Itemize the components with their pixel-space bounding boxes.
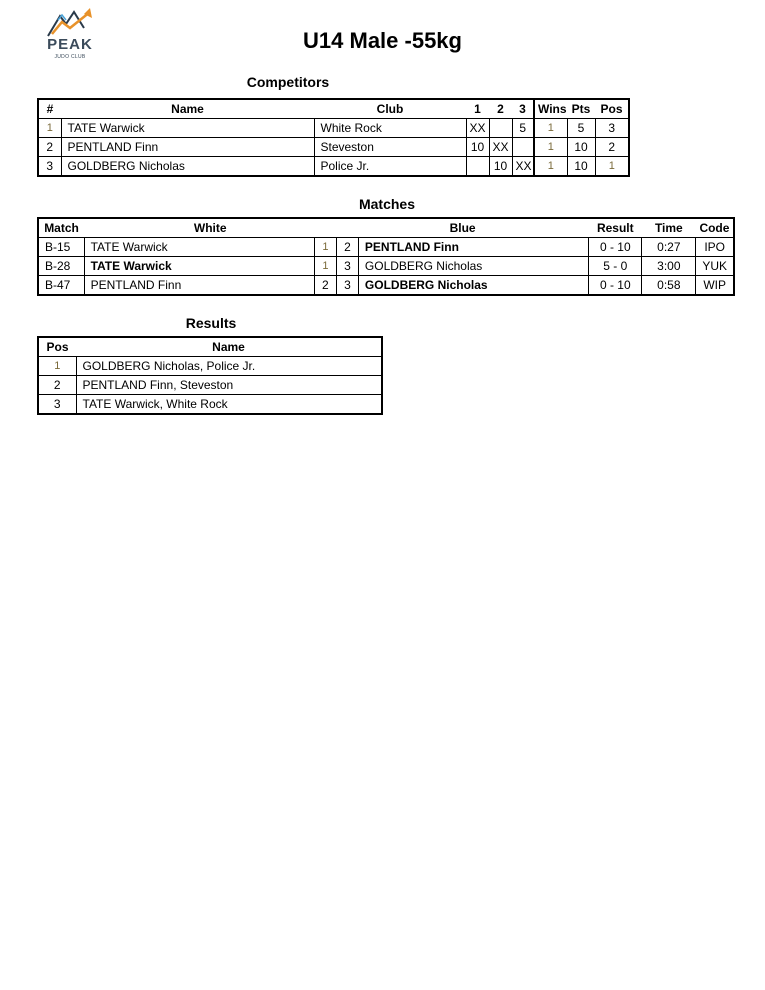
matches-table	[37, 217, 735, 296]
page-title: U14 Male -55kg	[303, 28, 462, 53]
match-blue-num: 3	[336, 276, 358, 296]
match-blue-num: 2	[336, 238, 358, 257]
competitor-r1	[466, 157, 489, 177]
result-pos: 1	[38, 357, 76, 376]
match-code: IPO	[696, 238, 734, 257]
match-result: 0 - 10	[589, 238, 642, 257]
competitor-club: Steveston	[314, 138, 466, 157]
result-pos: 2	[38, 376, 76, 395]
col-round-1: 1	[466, 99, 489, 119]
table-row	[38, 138, 629, 157]
competitor-r1: 10	[466, 138, 489, 157]
match-code: WIP	[696, 276, 734, 296]
logo-subtitle: JUDO CLUB	[54, 54, 86, 60]
competitor-name: GOLDBERG Nicholas	[61, 157, 314, 177]
competitor-pts: 5	[567, 119, 595, 138]
col-pos: Pos	[38, 337, 76, 357]
table-row	[38, 257, 734, 276]
results-header-row	[38, 337, 382, 357]
match-white-num: 1	[314, 238, 336, 257]
competitor-r2	[489, 119, 512, 138]
col-code: Code	[696, 218, 734, 238]
table-row	[38, 238, 734, 257]
competitor-num: 2	[38, 138, 61, 157]
col-match: Match	[38, 218, 84, 238]
competitor-wins: 1	[534, 138, 567, 157]
matches-title: Matches	[358, 196, 416, 212]
match-white: PENTLAND Finn	[84, 276, 314, 296]
result-name: TATE Warwick, White Rock	[76, 395, 382, 415]
match-white: TATE Warwick	[84, 257, 314, 276]
competitor-r2: XX	[489, 138, 512, 157]
competitor-r3: XX	[512, 157, 534, 177]
competitor-name: PENTLAND Finn	[61, 138, 314, 157]
competitor-num: 3	[38, 157, 61, 177]
competitor-wins: 1	[534, 119, 567, 138]
result-name: PENTLAND Finn, Steveston	[76, 376, 382, 395]
competitors-header-row	[38, 99, 629, 119]
result-name: GOLDBERG Nicholas, Police Jr.	[76, 357, 382, 376]
col-blue: Blue	[336, 218, 588, 238]
table-row	[38, 376, 382, 395]
competitor-club: White Rock	[314, 119, 466, 138]
match-time: 0:58	[642, 276, 696, 296]
competitor-club: Police Jr.	[314, 157, 466, 177]
competitor-r2: 10	[489, 157, 512, 177]
col-round-3: 3	[512, 99, 534, 119]
table-row	[38, 119, 629, 138]
col-name: Name	[76, 337, 382, 357]
competitor-r3	[512, 138, 534, 157]
results-title: Results	[185, 315, 237, 331]
match-blue: GOLDBERG Nicholas	[358, 276, 588, 296]
match-time: 0:27	[642, 238, 696, 257]
col-club: Club	[314, 99, 466, 119]
competitors-title: Competitors	[246, 74, 330, 90]
competitor-pts: 10	[567, 157, 595, 177]
col-num: #	[38, 99, 61, 119]
match-blue: GOLDBERG Nicholas	[358, 257, 588, 276]
competitor-num: 1	[38, 119, 61, 138]
table-row	[38, 357, 382, 376]
col-pos: Pos	[595, 99, 629, 119]
competitor-r1: XX	[466, 119, 489, 138]
match-white: TATE Warwick	[84, 238, 314, 257]
col-name: Name	[61, 99, 314, 119]
competitor-pos: 3	[595, 119, 629, 138]
table-row	[38, 157, 629, 177]
match-id: B-15	[38, 238, 84, 257]
match-white-num: 1	[314, 257, 336, 276]
competitor-r3: 5	[512, 119, 534, 138]
match-time: 3:00	[642, 257, 696, 276]
col-pts: Pts	[567, 99, 595, 119]
result-pos: 3	[38, 395, 76, 415]
col-round-2: 2	[489, 99, 512, 119]
competitor-pts: 10	[567, 138, 595, 157]
col-wins: Wins	[534, 99, 567, 119]
match-result: 5 - 0	[589, 257, 642, 276]
competitors-table	[37, 98, 630, 177]
col-white: White	[84, 218, 336, 238]
match-result: 0 - 10	[589, 276, 642, 296]
match-code: YUK	[696, 257, 734, 276]
col-result: Result	[589, 218, 642, 238]
match-blue-num: 3	[336, 257, 358, 276]
match-id: B-47	[38, 276, 84, 296]
logo-brand: PEAK	[47, 36, 93, 53]
table-row	[38, 276, 734, 296]
col-time: Time	[642, 218, 696, 238]
matches-header-row	[38, 218, 734, 238]
table-row	[38, 395, 382, 415]
match-id: B-28	[38, 257, 84, 276]
competitor-name: TATE Warwick	[61, 119, 314, 138]
match-blue: PENTLAND Finn	[358, 238, 588, 257]
results-table	[37, 336, 383, 415]
match-white-num: 2	[314, 276, 336, 296]
competitor-pos: 1	[595, 157, 629, 177]
competitor-wins: 1	[534, 157, 567, 177]
competitor-pos: 2	[595, 138, 629, 157]
